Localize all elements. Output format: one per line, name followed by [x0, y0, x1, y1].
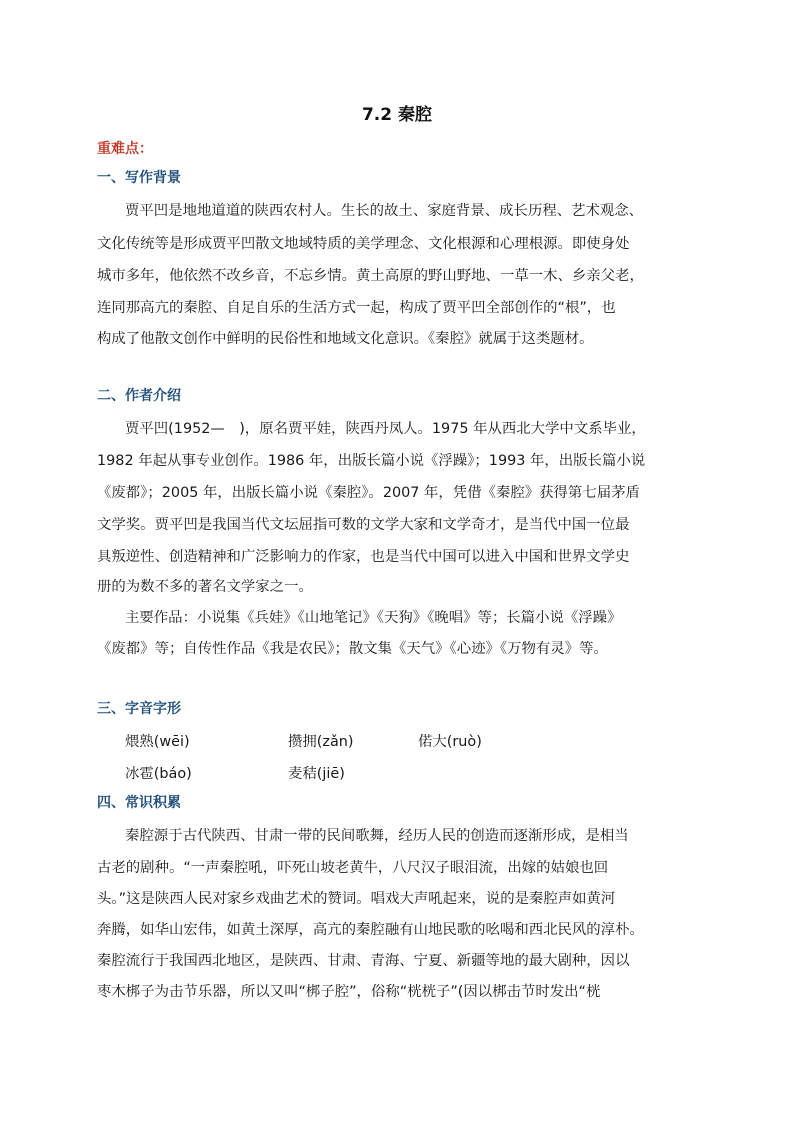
- paragraph-line: 《废都》；2005 年，出版长篇小说《秦腔》。2007 年，凭借《秦腔》获得第七届茅盾: [97, 485, 640, 501]
- vocab-item: 偌大(ruò): [418, 734, 482, 750]
- paragraph-line: 具叛逆性、创造精神和广泛影响力的作家，也是当代中国可以进入中国和世界文学史: [97, 549, 630, 565]
- section-heading-author: 二、作者介绍: [97, 388, 181, 404]
- paragraph-line: 文化传统等是形成贾平凹散文地域特质的美学理念、文化根源和心理根源。即使身处: [97, 236, 630, 252]
- paragraph-line: 枣木梆子为击节乐器，所以又叫“梆子腔”，俗称“桄桄子”(因以梆击节时发出“桄: [97, 984, 601, 1000]
- page-title: 7.2 秦腔: [361, 105, 433, 125]
- paragraph-line: 秦腔源于古代陕西、甘肃一带的民间歌舞，经历人民的创造而逐渐形成，是相当: [125, 828, 629, 844]
- paragraph-line: 1982 年起从事专业创作。1986 年，出版长篇小说《浮躁》；1993 年，出版长篇小说: [97, 453, 646, 469]
- paragraph-line: 连同那高亢的秦腔、自足自乐的生活方式一起，构成了贾平凹全部创作的“根”，也: [97, 300, 616, 316]
- paragraph-line: 贾平凹是地地道道的陕西农村人。生长的故土、家庭背景、成长历程、艺术观念、: [125, 203, 644, 219]
- section-heading-pronunciation: 三、字音字形: [97, 701, 181, 717]
- section-heading-knowledge: 四、常识积累: [97, 795, 181, 811]
- paragraph-line: 贾平凹(1952— )，原名贾平娃，陕西丹凤人。1975 年从西北大学中文系毕业，: [125, 421, 646, 437]
- paragraph-line: 古老的剧种。“一声秦腔吼，吓死山坡老黄牛，八尺汉子眼泪流，出嫁的姑娘也回: [97, 860, 609, 876]
- section-heading-background: 一、写作背景: [97, 170, 181, 186]
- vocab-item: 煨熟(wēi): [125, 734, 190, 750]
- paragraph-line: 构成了他散文创作中鲜明的民俗性和地域文化意识。《秦腔》就属于这类题材。: [97, 331, 594, 347]
- paragraph-line: 文学奖。贾平凹是我国当代文坛屈指可数的文学大家和文学奇才，是当代中国一位最: [97, 517, 630, 533]
- vocab-item: 攒拥(zǎn): [288, 734, 354, 750]
- paragraph-line: 城市多年，他依然不改乡音，不忘乡情。黄土高原的野山野地、一草一木、乡亲父老，: [97, 268, 644, 284]
- paragraph-line: 册的为数不多的著名文学家之一。: [97, 579, 313, 595]
- vocab-item: 麦秸(jiē): [288, 766, 345, 782]
- works-line: 《废都》等；自传性作品《我是农民》；散文集《天气》《心迹》《万物有灵》等。: [97, 641, 608, 657]
- paragraph-line: 奔腾，如华山宏伟，如黄土深厚，高亢的秦腔融有山地民歌的吆喝和西北民风的淳朴。: [97, 922, 644, 938]
- paragraph-line: 头。”这是陕西人民对家乡戏曲艺术的赞词。唱戏大声吼起来，说的是秦腔声如黄河: [97, 891, 616, 907]
- paragraph-line: 秦腔流行于我国西北地区，是陕西、甘肃、青海、宁夏、新疆等地的最大剧种，因以: [97, 953, 630, 969]
- vocab-item: 冰雹(báo): [125, 766, 192, 782]
- works-line: 主要作品：小说集《兵娃》《山地笔记》《天狗》《晚唱》等；长篇小说《浮躁》: [125, 610, 622, 626]
- key-points-label: 重难点：: [97, 141, 153, 157]
